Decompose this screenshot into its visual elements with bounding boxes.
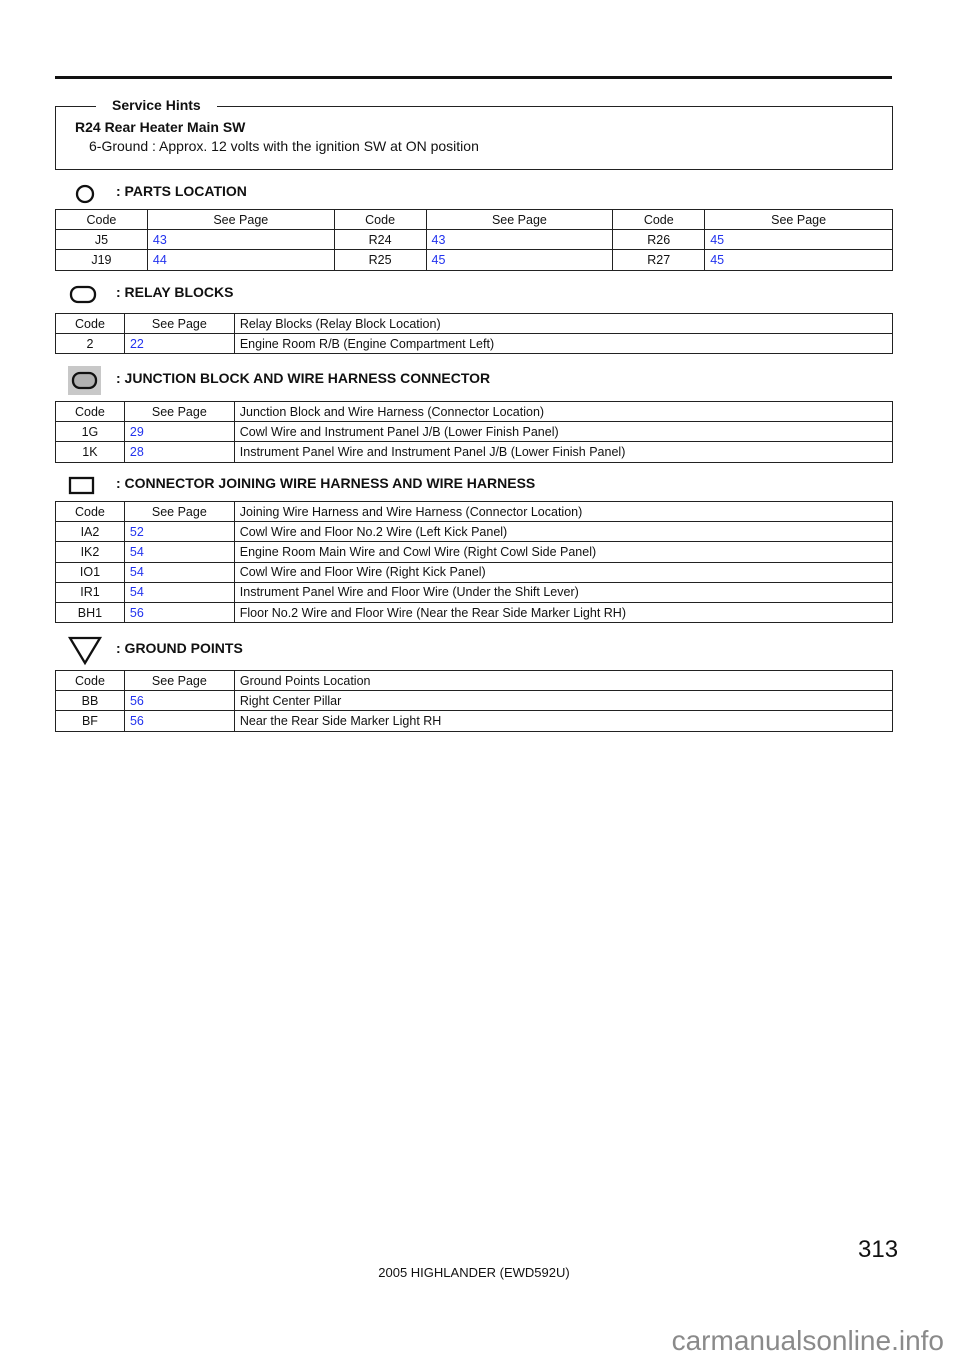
see-page-link[interactable]: 43: [147, 230, 334, 250]
table-row: [56, 522, 893, 542]
junction-block-table: [55, 401, 893, 463]
column-header: Code: [56, 502, 125, 522]
table-cell: R27: [613, 250, 705, 270]
triangle-down-icon: [67, 636, 103, 666]
table-row: [56, 442, 893, 462]
see-page-link[interactable]: 56: [124, 691, 234, 711]
table-cell: Cowl Wire and Instrument Panel J/B (Lower Finish Panel): [234, 422, 892, 442]
table-cell: BF: [56, 711, 125, 731]
table-header-row: [56, 502, 893, 522]
footer-title: 2005 HIGHLANDER (EWD592U): [378, 1265, 570, 1280]
see-page-link[interactable]: 29: [124, 422, 234, 442]
table-row: [56, 422, 893, 442]
table-cell: R24: [334, 230, 426, 250]
column-header: Relay Blocks (Relay Block Location): [234, 314, 892, 334]
circle-icon: [75, 184, 95, 204]
table-header-row: [56, 402, 893, 422]
table-cell: IA2: [56, 522, 125, 542]
table-row: [56, 582, 893, 602]
table-cell: J19: [56, 250, 148, 270]
column-header: Code: [334, 210, 426, 230]
section-title-junction-block: : JUNCTION BLOCK AND WIRE HARNESS CONNECTOR: [116, 370, 491, 386]
table-cell: BB: [56, 691, 125, 711]
table-row: [56, 230, 893, 250]
see-page-link[interactable]: 54: [124, 542, 234, 562]
see-page-link[interactable]: 44: [147, 250, 334, 270]
column-header: See Page: [124, 402, 234, 422]
connector-joining-table: [55, 501, 893, 623]
table-cell: Instrument Panel Wire and Floor Wire (Under the Shift Lever): [234, 582, 892, 602]
table-cell: Instrument Panel Wire and Instrument Panel J/B (Lower Finish Panel): [234, 442, 892, 462]
shaded-rounded-rect-icon: [68, 366, 101, 395]
column-header: Code: [56, 210, 148, 230]
table-cell: Near the Rear Side Marker Light RH: [234, 711, 892, 731]
see-page-link[interactable]: 45: [426, 250, 613, 270]
table-row: [56, 250, 893, 270]
table-cell: IK2: [56, 542, 125, 562]
see-page-link[interactable]: 22: [124, 334, 234, 354]
table-cell: Engine Room Main Wire and Cowl Wire (Right Cowl Side Panel): [234, 542, 892, 562]
column-header: See Page: [124, 314, 234, 334]
table-cell: J5: [56, 230, 148, 250]
column-header: Joining Wire Harness and Wire Harness (Connector Location): [234, 502, 892, 522]
column-header: Ground Points Location: [234, 671, 892, 691]
rounded-rect-icon: [69, 285, 97, 305]
section-title-connector-joining: : CONNECTOR JOINING WIRE HARNESS AND WIRE HARNESS: [116, 475, 536, 491]
table-cell: Engine Room R/B (Engine Compartment Left): [234, 334, 892, 354]
column-header: Junction Block and Wire Harness (Connector Location): [234, 402, 892, 422]
section-title-relay-blocks: : RELAY BLOCKS: [116, 284, 234, 300]
table-cell: BH1: [56, 602, 125, 622]
see-page-link[interactable]: 45: [705, 250, 893, 270]
parts-location-table: [55, 209, 893, 271]
section-title-ground-points: : GROUND POINTS: [116, 640, 243, 656]
table-row: [56, 542, 893, 562]
watermark: carmanualsonline.info: [671, 1325, 944, 1356]
see-page-link[interactable]: 28: [124, 442, 234, 462]
top-rule: [55, 76, 892, 79]
table-cell: R26: [613, 230, 705, 250]
service-hints-box: [55, 97, 893, 170]
rectangle-icon: [68, 476, 96, 496]
see-page-link[interactable]: 45: [705, 230, 893, 250]
page-number: 313: [858, 1236, 899, 1263]
relay-blocks-table: [55, 313, 893, 354]
table-cell: 1K: [56, 442, 125, 462]
table-cell: 2: [56, 334, 125, 354]
section-title-parts-location: : PARTS LOCATION: [116, 183, 247, 199]
table-cell: Cowl Wire and Floor No.2 Wire (Left Kick Panel): [234, 522, 892, 542]
column-header: See Page: [426, 210, 613, 230]
column-header: See Page: [124, 502, 234, 522]
table-cell: IR1: [56, 582, 125, 602]
table-row: [56, 691, 893, 711]
table-header-row: [56, 314, 893, 334]
table-row: [56, 711, 893, 731]
column-header: See Page: [147, 210, 334, 230]
column-header: Code: [613, 210, 705, 230]
table-row: [56, 334, 893, 354]
see-page-link[interactable]: 43: [426, 230, 613, 250]
table-header-row: [56, 671, 893, 691]
table-cell: IO1: [56, 562, 125, 582]
column-header: See Page: [705, 210, 893, 230]
service-hints-title: Service Hints: [96, 97, 217, 113]
service-hints-detail: 6-Ground : Approx. 12 volts with the ignition SW at ON position: [89, 138, 479, 154]
column-header: Code: [56, 671, 125, 691]
table-cell: R25: [334, 250, 426, 270]
see-page-link[interactable]: 56: [124, 602, 234, 622]
service-hints-component: R24 Rear Heater Main SW: [75, 119, 246, 135]
column-header: Code: [56, 402, 125, 422]
table-cell: Floor No.2 Wire and Floor Wire (Near the Rear Side Marker Light RH): [234, 602, 892, 622]
table-row: [56, 562, 893, 582]
see-page-link[interactable]: 54: [124, 582, 234, 602]
see-page-link[interactable]: 52: [124, 522, 234, 542]
see-page-link[interactable]: 54: [124, 562, 234, 582]
ground-points-table: [55, 670, 893, 732]
see-page-link[interactable]: 56: [124, 711, 234, 731]
table-cell: Right Center Pillar: [234, 691, 892, 711]
table-row: [56, 602, 893, 622]
table-header-row: [56, 210, 893, 230]
column-header: See Page: [124, 671, 234, 691]
table-cell: Cowl Wire and Floor Wire (Right Kick Panel): [234, 562, 892, 582]
table-cell: 1G: [56, 422, 125, 442]
column-header: Code: [56, 314, 125, 334]
